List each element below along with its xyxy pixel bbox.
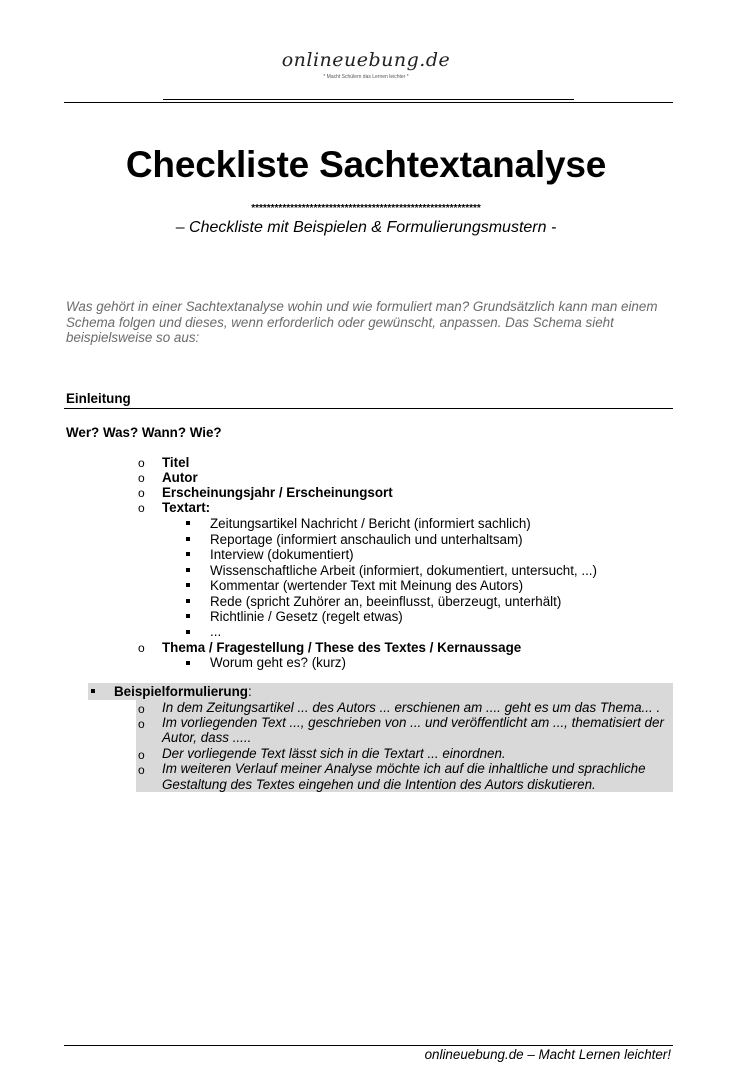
circle-bullet-icon: o <box>138 748 145 762</box>
textart-subitem: Zeitungsartikel Nachricht / Bericht (informiert sachlich) <box>210 516 531 531</box>
square-bullet-icon <box>186 521 190 525</box>
footer-text: onlineuebung.de – Macht Lernen leichter! <box>424 1047 671 1062</box>
list-item-erscheinung: Erscheinungsjahr / Erscheinungsort <box>162 485 393 500</box>
square-bullet-icon <box>186 614 190 618</box>
section-question: Wer? Was? Wann? Wie? <box>66 425 222 440</box>
divider-stars: *********************************************************** <box>251 203 481 214</box>
circle-bullet-icon: o <box>138 763 145 777</box>
intro-paragraph <box>66 299 676 346</box>
textart-subitem: Wissenschaftliche Arbeit (informiert, dokumentiert, untersucht, ...) <box>210 563 597 578</box>
textart-subitem: Rede (spricht Zuhörer an, beeinflusst, überzeugt, unterhält) <box>210 594 562 609</box>
textart-subitem: Kommentar (wertender Text mit Meinung des Autors) <box>210 578 524 593</box>
thema-subitem: Worum geht es? (kurz) <box>210 655 346 670</box>
list-item-titel: Titel <box>162 455 190 470</box>
circle-bullet-icon: o <box>138 702 145 716</box>
list-item-autor: Autor <box>162 470 198 485</box>
header-rule-short <box>163 99 574 100</box>
example-label-colon: : <box>247 684 252 699</box>
intro-line: Schema folgen und dieses, wenn erforderlich oder gewünscht, anpassen. Das Schema sieht <box>66 314 614 330</box>
circle-bullet-icon: o <box>138 717 145 731</box>
textart-subitem: Interview (dokumentiert) <box>210 547 354 562</box>
example-line: Im weiteren Verlauf meiner Analyse möchte ich auf die inhaltliche und sprachliche <box>162 761 646 776</box>
circle-bullet-icon: o <box>138 501 145 515</box>
section-rule <box>64 408 673 409</box>
square-bullet-icon <box>186 552 190 556</box>
list-item-thema: Thema / Fragestellung / These des Textes / Kernaussage <box>162 640 522 655</box>
section-heading: Einleitung <box>66 391 131 406</box>
example-label-text: Beispielformulierung <box>114 684 248 699</box>
square-bullet-icon <box>186 630 190 634</box>
example-line: Autor, dass ..... <box>162 730 252 745</box>
circle-bullet-icon: o <box>138 456 145 470</box>
circle-bullet-icon: o <box>138 471 145 485</box>
square-bullet-icon <box>91 689 95 693</box>
example-line: Im vorliegenden Text ..., geschrieben von ... und veröffentlicht am ..., thematisiert der <box>162 715 664 730</box>
example-label <box>114 684 252 699</box>
logo-tagline: * Macht Schülern das Lernen leichter * <box>323 74 409 80</box>
square-bullet-icon <box>186 568 190 572</box>
textart-subitem: Richtlinie / Gesetz (regelt etwas) <box>210 609 403 624</box>
example-line: Gestaltung des Textes eingehen und die Intention des Autors diskutieren. <box>162 777 596 792</box>
example-line: Der vorliegende Text lässt sich in die Textart ... einordnen. <box>162 746 506 761</box>
circle-bullet-icon: o <box>138 641 145 655</box>
example-line: In dem Zeitungsartikel ... des Autors ... erschienen am .... geht es um das Thema... . <box>162 700 661 715</box>
logo: onlineuebung.de <box>281 49 451 71</box>
page-subtitle: – Checkliste mit Beispielen & Formulierungsmustern - <box>175 219 557 236</box>
header-rule <box>64 102 673 103</box>
circle-bullet-icon: o <box>138 486 145 500</box>
textart-subitem: Reportage (informiert anschaulich und unterhaltsam) <box>210 532 523 547</box>
intro-line: beispielsweise so aus: <box>66 330 200 345</box>
intro-line: Was gehört in einer Sachtextanalyse wohin und wie formuliert man? Grundsätzlich kann man einem <box>66 299 658 314</box>
list-item-textart: Textart: <box>162 500 211 515</box>
textart-subitem: ... <box>210 624 222 639</box>
footer-rule <box>64 1045 673 1046</box>
page-title: Checkliste Sachtextanalyse <box>125 144 607 185</box>
square-bullet-icon <box>186 583 190 587</box>
square-bullet-icon <box>186 661 190 665</box>
square-bullet-icon <box>186 599 190 603</box>
square-bullet-icon <box>186 537 190 541</box>
